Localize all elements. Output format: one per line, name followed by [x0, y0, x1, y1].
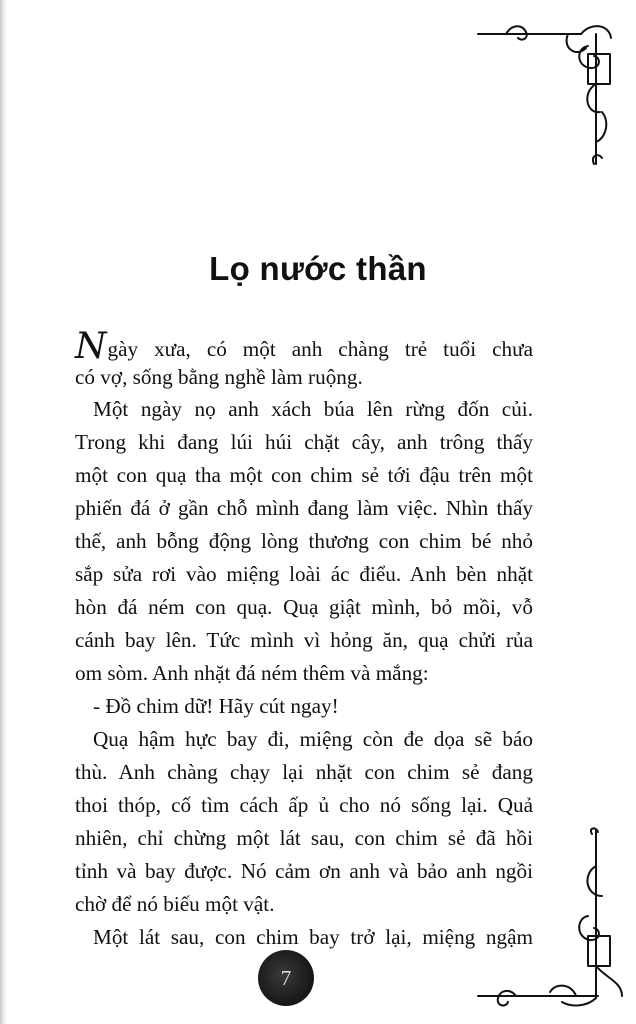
story-title: Lọ nước thần	[209, 250, 427, 287]
story-line: một con quạ tha một con chim sẻ tới đậu trên một	[75, 463, 533, 487]
story-line: sắp sửa rơi vào miệng loài ác điểu. Anh bèn nhặt	[75, 562, 533, 586]
story-line: Trong khi đang lúi húi chặt cây, anh trông thấy	[75, 430, 533, 454]
corner-ornament-top-right-icon	[476, 14, 626, 176]
story-line: Một ngày nọ anh xách búa lên rừng đốn củi.	[93, 397, 533, 421]
story-line: có vợ, sống bằng nghề làm ruộng.	[75, 365, 363, 389]
story-line: nhiên, chỉ chừng một lát sau, con chim sẻ đã hồi	[75, 826, 533, 850]
page-number: 7	[258, 950, 314, 1006]
story-line: Quạ hậm hực bay đi, miệng còn đe dọa sẽ báo	[93, 727, 533, 751]
story-line: om sòm. Anh nhặt đá ném thêm và mắng:	[75, 661, 429, 685]
story-line: chờ để nó biếu một vật.	[75, 892, 275, 916]
page-binding-edge	[0, 0, 7, 1024]
story-line: cánh bay lên. Tức mình vì hỏng ăn, quạ chửi rủa	[75, 628, 533, 652]
story-line: Một lát sau, con chim bay trở lại, miệng ngậm	[93, 925, 533, 949]
story-line: - Đồ chim dữ! Hãy cút ngay!	[93, 694, 339, 718]
story-line: tỉnh và bay được. Nó cảm ơn anh và bảo anh ngồi	[75, 859, 533, 883]
story-line: hòn đá ném con quạ. Quạ giật mình, bỏ mồi, vỗ	[75, 595, 533, 619]
drop-cap: N	[75, 326, 107, 367]
story-line: thế, anh bỗng động lòng thương con chim bé nhỏ	[75, 529, 533, 553]
story-line: thoi thóp, cố tìm cách ấp ủ cho nó sống lại. Quả	[75, 793, 533, 817]
story-line: phiến đá ở gần chỗ mình đang làm việc. Nhìn thấy	[75, 496, 533, 520]
story-line: Ngày xưa, có một anh chàng trẻ tuổi chưa	[75, 326, 533, 367]
story-line: thù. Anh chàng chạy lại nhặt con chim sẻ đang	[75, 760, 533, 784]
